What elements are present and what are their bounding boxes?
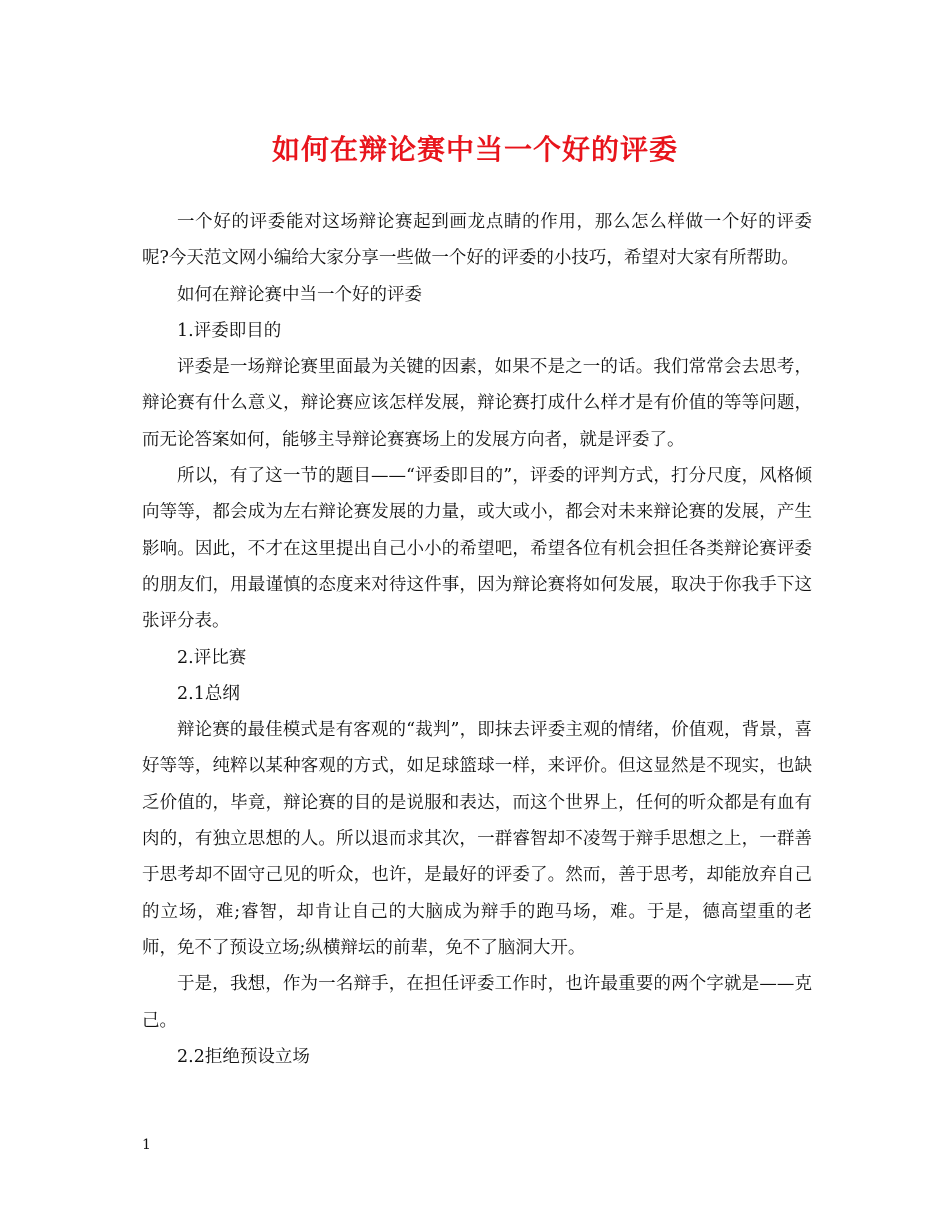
- document-title: 如何在辩论赛中当一个好的评委: [271, 133, 678, 166]
- paragraph-section-1-continued: 所以，有了这一节的题目——“评委即目的”，评委的评判方式，打分尺度，风格倾向等等，都会成为左右辩论赛发展的力量，或大或小，都会对未来辩论赛的发展，产生影响。因此，不才在这里提出自己小小的希望吧，希望各位有机会担任各类辩论赛评委的朋友们，用最谨慎的态度来对待这件事，因为辩论赛将如何发展，取决于你我手下这张评分表。: [142, 466, 812, 632]
- page-number: 1: [142, 1137, 151, 1153]
- paragraph-section-1: 评委是一场辩论赛里面最为关键的因素，如果不是之一的话。我们常常会去思考，辩论赛有什么意义，辩论赛应该怎样发展，辩论赛打成什么样才是有价值的等等问题，而无论答案如何，能够主导辩论赛赛场上的发展方向者，就是评委了。: [142, 357, 812, 450]
- section-heading-2-2: 2.2拒绝预设立场: [177, 1046, 310, 1067]
- document-body: [142, 204, 812, 1075]
- paragraph-intro: 一个好的评委能对这场辩论赛起到画龙点睛的作用，那么怎么样做一个好的评委呢?今天范文网小编给大家分享一些做一个好的评委的小技巧，希望对大家有所帮助。: [142, 212, 812, 269]
- paragraph-section-2-1-conclusion: 于是，我想，作为一名辩手，在担任评委工作时，也许最重要的两个字就是——克己。: [142, 974, 812, 1031]
- section-heading-1: 1.评委即目的: [177, 320, 282, 341]
- paragraph-section-2-1: 辩论赛的最佳模式是有客观的“裁判”，即抹去评委主观的情绪，价值观，背景，喜好等等，纯粹以某种客观的方式，如足球篮球一样，来评价。但这显然是不现实，也缺乏价值的，毕竟，辩论赛的目的是说服和表达，而这个世界上，任何的听众都是有血有肉的，有独立思想的人。所以退而求其次，一群睿智却不凌驾于辩手思想之上，一群善于思考却不固守己见的听众，也许，是最好的评委了。然而，善于思考，却能放弃自己的立场，难;睿智，却肯让自己的大脑成为辩手的跑马场，难。于是，德高望重的老师，免不了预设立场;纵横辩坛的前辈，免不了脑洞大开。: [142, 720, 812, 958]
- section-heading-2: 2.评比赛: [177, 647, 247, 668]
- section-heading-2-1: 2.1总纲: [177, 683, 240, 704]
- paragraph-heading: 如何在辩论赛中当一个好的评委: [177, 284, 422, 305]
